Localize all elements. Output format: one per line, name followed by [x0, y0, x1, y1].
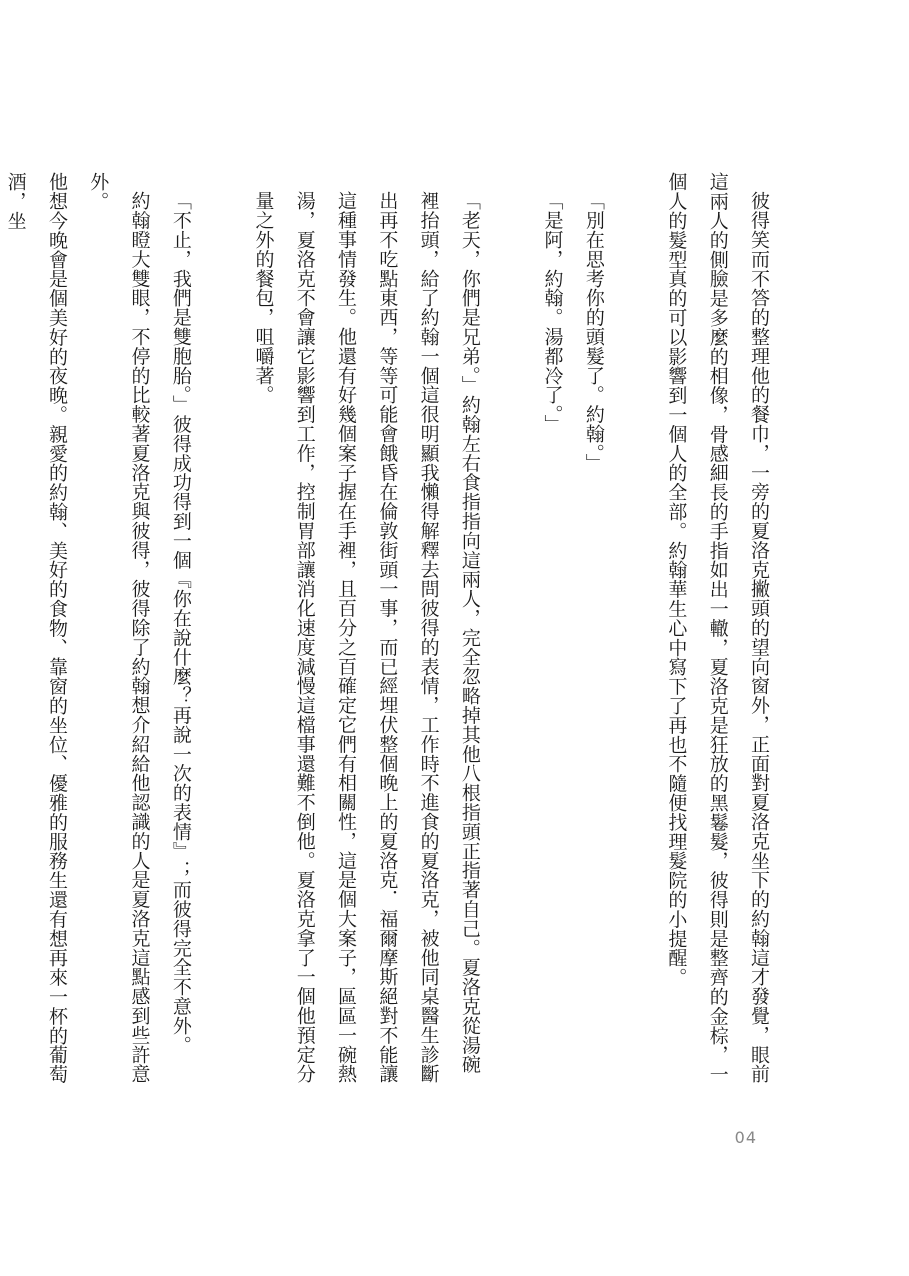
paragraph-5: 「不止，我們是雙胞胎。」彼得成功得到一個『你在說什麼？再說一次的表情』；而彼得完全不意外。 [169, 191, 192, 1055]
blank-line [201, 172, 242, 1092]
page-number: 04 [734, 1128, 757, 1147]
blank-line [614, 172, 655, 1092]
paragraph-3: 「是阿，約翰。湯都冷了。」 [541, 191, 564, 434]
paragraph-2: 「別在思考你的頭髮了。約翰。」 [582, 191, 605, 473]
paragraph-7: 他想今晚會是個美好的夜晚。親愛的約翰、美好的食物、靠窗的坐位、優雅的服務生還有想再來一杯的葡萄酒，坐 [4, 172, 68, 1084]
paragraph-1: 彼得笑而不答的整理他的餐巾，一旁的夏洛克撇頭的望向窗外，正面對夏洛克坐下的約翰這才發覺，眼前這兩人的側臉是多麼的相像，骨感細長的手指如出一轍，夏洛克是狂放的黑鬈髮，彼得則是整齊的金棕，一個人的髮型真的可以影響到一個人的全部。約翰華生心中寫下了再也不隨便找理髮院的小提醒。 [665, 172, 770, 1084]
vertical-text-body [4, 172, 779, 1092]
blank-line [490, 172, 531, 1092]
paragraph-4: 「老天，你們是兄弟。」約翰左右食指指向這兩人，完全忽略掉其他八根指頭正指著自己。夏洛克從湯碗裡抬頭，給了約翰一個這很明顯我懶得解釋去問彼得的表情，工作時不進食的夏洛克，被他同桌醫生診斷出再不吃點東西，等等可能會餓昏在倫敦街頭一事，而已經埋伏整個晚上的夏洛克．福爾摩斯絕對不能讓這種事情發生。他還有好幾個案子握在手裡，且百分之百確定它們有相關性，這是個大案子，區區一碗熱湯，夏洛克不會讓它影響到工作，控制胃部讓消化速度減慢這檔事還難不倒他。夏洛克拿了一個他預定分量之外的餐包，咀嚼著。 [252, 191, 481, 1084]
paragraph-6: 約翰瞪大雙眼，不停的比較著夏洛克與彼得，彼得除了約翰想介紹給他認識的人是夏洛克這點感到些許意外。 [87, 172, 151, 1084]
